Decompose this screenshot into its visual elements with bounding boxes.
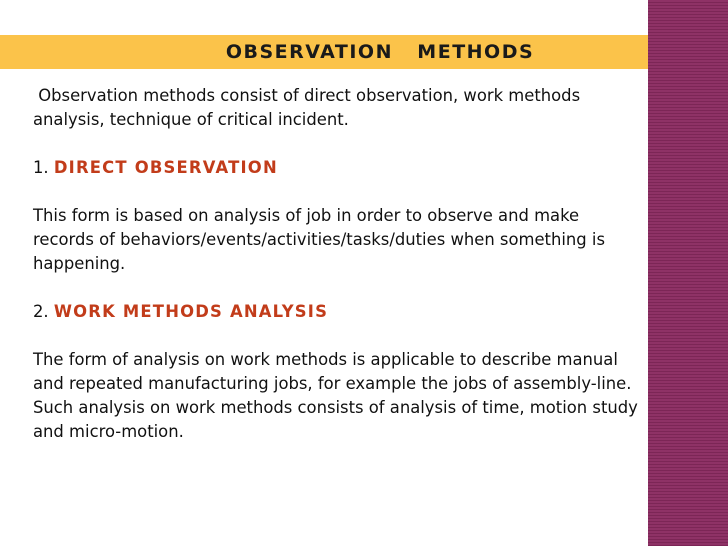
- slide-content: [33, 84, 643, 444]
- section-1-number: 1.: [33, 158, 49, 177]
- section-2-body: The form of analysis on work methods is applicable to describe manual and repeated manufacturing jobs, for example the jobs of assembly-line. Such analysis on work methods consists of analysis of time, motion study and micro-motion.: [33, 350, 638, 441]
- slide-title: OBSERVATION METHODS: [225, 41, 535, 63]
- section-2-heading-line: [33, 300, 643, 324]
- intro-paragraph: Observation methods consist of direct observation, work methods analysis, technique of critical incident.: [33, 86, 586, 129]
- decorative-side-panel: [648, 0, 728, 546]
- section-2-number: 2.: [33, 302, 49, 321]
- section-1-body: This form is based on analysis of job in order to observe and make records of behaviors/events/activities/tasks/duties when something is happening.: [33, 206, 606, 273]
- section-1-heading-line: [33, 156, 643, 180]
- section-2-heading: WORK METHODS ANALYSIS: [53, 302, 329, 321]
- section-1-heading: DIRECT OBSERVATION: [53, 158, 278, 177]
